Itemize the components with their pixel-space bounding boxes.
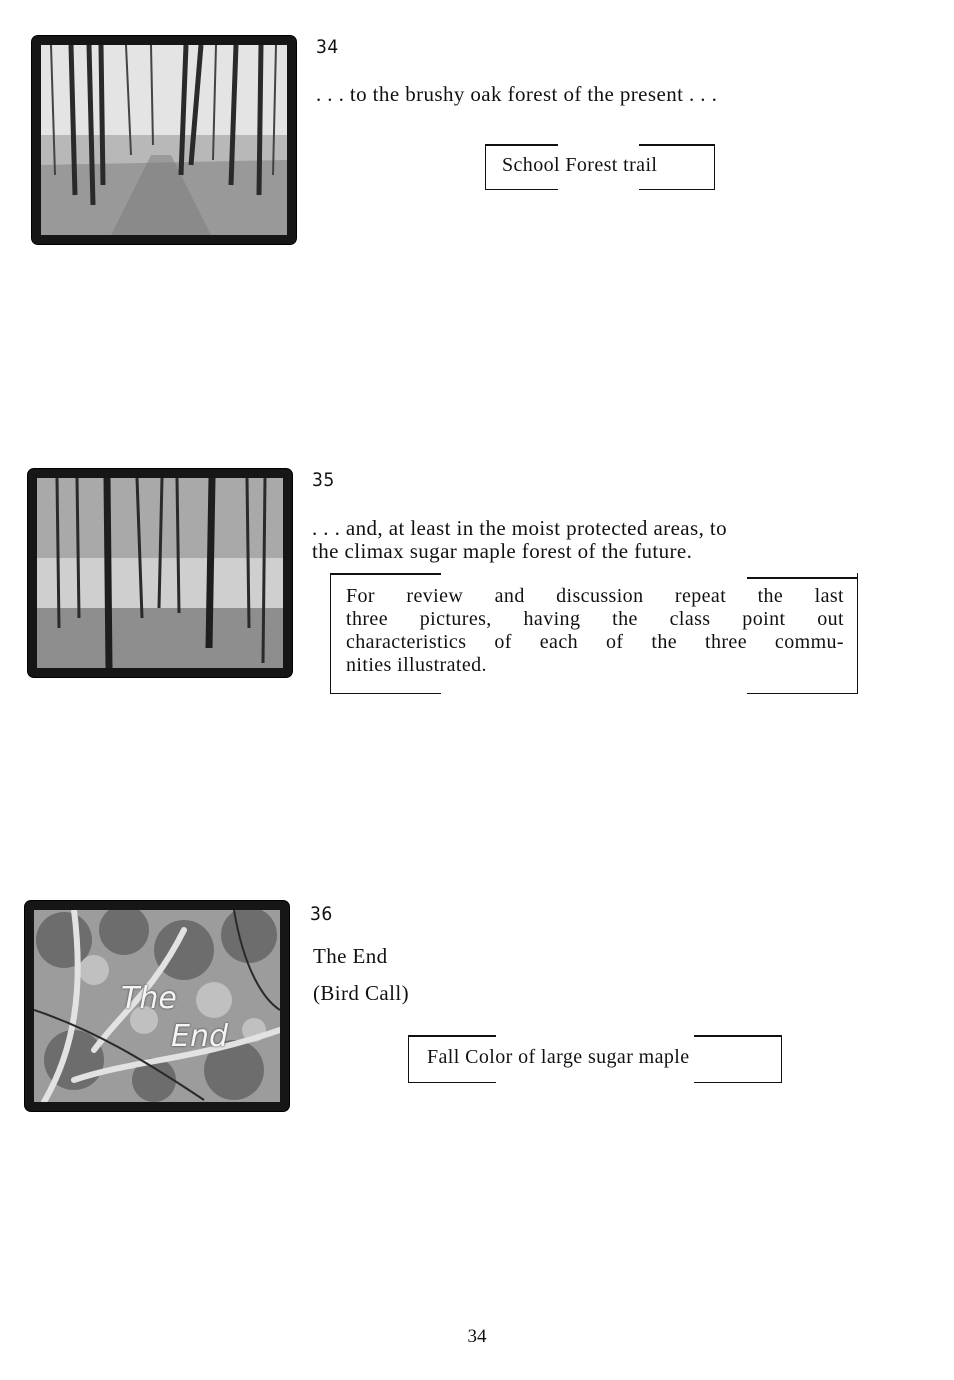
teacher-note-line: For review and discussion repeat the last — [346, 585, 844, 607]
forest-trail-photo — [41, 45, 287, 235]
teacher-note-text: Fall Color of large sugar maple — [427, 1046, 690, 1068]
teacher-note-text: School Forest trail — [502, 154, 658, 176]
slide-caption-line: . . . and, at least in the moist protected areas, to — [312, 516, 728, 540]
slide-caption-line: the climax sugar maple forest of the future. — [312, 539, 693, 563]
slide-number: 35 — [312, 469, 335, 491]
page-number: 34 — [467, 1326, 487, 1347]
teacher-note-box — [330, 573, 858, 694]
slide-caption-line: (Bird Call) — [313, 981, 409, 1005]
the-end-overlay-word: The — [121, 981, 177, 1016]
slide-36-frame — [25, 901, 289, 1111]
teacher-note-line: three pictures, having the class point out — [346, 608, 844, 630]
slide-34-frame — [32, 36, 296, 244]
slide-caption-line: The End — [313, 944, 388, 968]
maple-forest-photo — [37, 478, 283, 668]
teacher-note-line: characteristics of each of the three commu- — [346, 631, 844, 653]
teacher-note-text — [346, 585, 844, 677]
teacher-note-line: nities illustrated. — [346, 654, 487, 676]
teacher-note-box — [408, 1035, 782, 1083]
slide-number: 36 — [310, 903, 333, 925]
slide-number: 34 — [316, 36, 339, 58]
teacher-note-box — [485, 144, 715, 190]
the-end-overlay-word: End — [171, 1019, 229, 1054]
slide-35-frame — [28, 469, 292, 677]
slide-caption: . . . to the brushy oak forest of the present . . . — [316, 82, 718, 106]
